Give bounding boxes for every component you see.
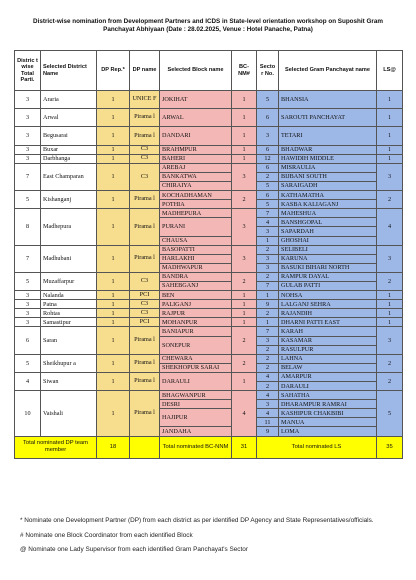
header-gp: Selected Gram Panchayat name [279, 51, 377, 91]
cell-dp-name: C3 [130, 300, 160, 309]
cell-block-name: BHAGWANPUR [160, 391, 232, 400]
cell-sector-no: 3 [257, 263, 279, 272]
cell-dp-name: C3 [130, 309, 160, 318]
cell-ls-count: 1 [377, 145, 403, 154]
cell-dp-name: Pirama l [130, 209, 160, 245]
cell-gp-name: GULAB PATTI [279, 281, 377, 290]
cell-dp-name: UNICE F [130, 91, 160, 109]
cell-total: 3 [15, 300, 41, 309]
table-row [15, 154, 403, 163]
cell-bc-count: 3 [232, 209, 257, 245]
cell-ls-count: 1 [377, 109, 403, 127]
cell-bc-count: 1 [232, 309, 257, 318]
cell-sector-no: 7 [257, 327, 279, 336]
cell-dp-name: Pirama l [130, 327, 160, 354]
cell-gp-name: SARAIGADH [279, 181, 377, 190]
cell-dp-name: Pirama l [130, 354, 160, 372]
cell-bc-count: 1 [232, 300, 257, 309]
cell-total: 6 [15, 327, 41, 354]
cell-dp-name: Pirama l [130, 391, 160, 436]
cell-bc-count: 3 [232, 245, 257, 272]
cell-sector-no: 1 [257, 318, 279, 327]
cell-block-name: POTHIA [160, 200, 232, 209]
table-row [15, 145, 403, 154]
cell-dp-rep: 1 [97, 127, 130, 145]
cell-bc-count: 2 [232, 272, 257, 290]
cell-total: 3 [15, 309, 41, 318]
cell-gp-name: AMARPUR [279, 372, 377, 381]
cell-total: 5 [15, 272, 41, 290]
table-row [15, 245, 403, 254]
cell-gp-name: BIJBANI SOUTH [279, 172, 377, 181]
cell-block-name: DANDARI [160, 127, 232, 145]
cell-sector-no: 2 [257, 345, 279, 354]
cell-district: Siwan [41, 372, 97, 390]
cell-block-name: JANDAHA [160, 427, 232, 436]
cell-gp-name: LOMA [279, 427, 377, 436]
cell-gp-name: NOHSA [279, 291, 377, 300]
table-body [15, 91, 403, 437]
cell-gp-name: KASAMAR [279, 336, 377, 345]
cell-block-name: SAHEBGANJ [160, 281, 232, 290]
cell-total: 5 [15, 191, 41, 209]
cell-sector-no: 5 [257, 91, 279, 109]
cell-dp-rep: 1 [97, 272, 130, 290]
cell-dp-name: C3 [130, 163, 160, 190]
table-row [15, 272, 403, 281]
cell-ls-count: 1 [377, 318, 403, 327]
nomination-document [14, 8, 402, 459]
cell-total: 10 [15, 391, 41, 436]
cell-sector-no: 1 [257, 291, 279, 300]
total-bc-value: 31 [232, 436, 257, 458]
header-block: Selected Block name [160, 51, 232, 91]
cell-block-name: RAJPUR [160, 309, 232, 318]
cell-block-name: BANDRA [160, 272, 232, 281]
cell-sector-no: 11 [257, 418, 279, 427]
cell-sector-no: 6 [257, 145, 279, 154]
cell-gp-name: DHARAMPUR RAMRAI [279, 400, 377, 409]
table-row [15, 372, 403, 381]
cell-bc-count: 1 [232, 154, 257, 163]
cell-sector-no: 7 [257, 281, 279, 290]
table-row [15, 91, 403, 109]
footnote-block: # Nominate one Block Coordinator from each identified Block [20, 531, 193, 539]
total-bc-label: Total nominated BC-NNM [160, 436, 232, 458]
cell-dp-rep: 1 [97, 209, 130, 245]
cell-dp-rep: 1 [97, 163, 130, 190]
cell-bc-count: 1 [232, 372, 257, 390]
cell-district: Vaishali [41, 391, 97, 436]
cell-total: 3 [15, 318, 41, 327]
cell-dp-name: PCI [130, 318, 160, 327]
cell-dp-name: Pirama l [130, 245, 160, 272]
cell-bc-count: 2 [232, 327, 257, 354]
cell-dp-rep: 1 [97, 191, 130, 209]
cell-ls-count: 2 [377, 354, 403, 372]
cell-ls-count: 1 [377, 91, 403, 109]
cell-ls-count: 3 [377, 245, 403, 272]
cell-sector-no: 4 [257, 218, 279, 227]
cell-total: 3 [15, 91, 41, 109]
cell-total: 3 [15, 154, 41, 163]
cell-sector-no: 2 [257, 172, 279, 181]
cell-district: East Champaran [41, 163, 97, 190]
cell-sector-no: 7 [257, 209, 279, 218]
cell-dp-name: C3 [130, 272, 160, 290]
header-dp-name: DP name [130, 51, 160, 91]
cell-sector-no: 4 [257, 409, 279, 418]
cell-dp-name: Pirama l [130, 372, 160, 390]
cell-gp-name: MISRAULIA [279, 163, 377, 172]
cell-block-name: MADHWAPUR [160, 263, 232, 272]
cell-block-name: BEN [160, 291, 232, 300]
cell-gp-name: KASBA KALIAGANJ [279, 200, 377, 209]
cell-gp-name: KARUNA [279, 254, 377, 263]
cell-block-name: PURANI [160, 218, 232, 236]
cell-gp-name: BANSHGOPAL [279, 218, 377, 227]
cell-dp-name: Pirama l [130, 191, 160, 209]
cell-gp-name: MAHESHUA [279, 209, 377, 218]
table-row [15, 354, 403, 363]
table-row [15, 300, 403, 309]
cell-gp-name: LALGANJ SEHRA [279, 300, 377, 309]
cell-sector-no: 2 [257, 354, 279, 363]
cell-sector-no: 4 [257, 391, 279, 400]
cell-dp-rep: 1 [97, 291, 130, 300]
cell-ls-count: 1 [377, 309, 403, 318]
cell-bc-count: 2 [232, 354, 257, 372]
cell-sector-no: 2 [257, 309, 279, 318]
cell-sector-no: 5 [257, 200, 279, 209]
cell-gp-name: DARAULI [279, 382, 377, 391]
cell-gp-name: BHANSIA [279, 91, 377, 109]
cell-total: 3 [15, 145, 41, 154]
header-total: Distric t wise Total Parti. [15, 51, 41, 91]
table-row [15, 309, 403, 318]
cell-bc-count: 1 [232, 127, 257, 145]
cell-district: Patna [41, 300, 97, 309]
cell-dp-name: Pirama l [130, 127, 160, 145]
cell-block-name: BANKATWA [160, 172, 232, 181]
cell-gp-name: HAWIDIH MIDDLE [279, 154, 377, 163]
cell-block-name: BAHERI [160, 154, 232, 163]
cell-bc-count: 3 [232, 163, 257, 190]
cell-block-name: CHEWARA [160, 354, 232, 363]
cell-total: 3 [15, 109, 41, 127]
table-row [15, 109, 403, 127]
cell-dp-rep: 1 [97, 318, 130, 327]
cell-dp-rep: 1 [97, 372, 130, 390]
cell-dp-rep: 1 [97, 354, 130, 372]
cell-bc-count: 1 [232, 291, 257, 300]
cell-sector-no: 5 [257, 181, 279, 190]
cell-dp-name: PCI [130, 291, 160, 300]
cell-block-name: DARAULI [160, 372, 232, 390]
cell-block-name: ARWAL [160, 109, 232, 127]
cell-ls-count: 1 [377, 300, 403, 309]
cell-bc-count: 1 [232, 91, 257, 109]
cell-district: Rohtas [41, 309, 97, 318]
cell-gp-name: BHADWAR [279, 145, 377, 154]
cell-total: 5 [15, 354, 41, 372]
header-dp-rep: DP Rep.* [97, 51, 130, 91]
cell-gp-name: SAPARDAH [279, 227, 377, 236]
cell-block-name: DESRI [160, 400, 232, 409]
document-title: District-wise nomination from Development Partners and ICDS in State-level orientation workshop on Suposhit Gram Panchayat Abhiyaan (Date : 28.02.2025, Venue : Hotel Panache, Patna) [33, 18, 383, 33]
table-row [15, 391, 403, 400]
cell-block-name: CHIRAIYA [160, 181, 232, 190]
cell-sector-no: 6 [257, 191, 279, 200]
cell-total: 8 [15, 209, 41, 245]
cell-bc-count: 1 [232, 145, 257, 154]
table-row [15, 127, 403, 145]
table-row [15, 327, 403, 336]
header-bc-nm: BC-NM# [232, 51, 257, 91]
cell-sector-no: 6 [257, 163, 279, 172]
cell-sector-no: 3 [257, 400, 279, 409]
cell-district: Darbhanga [41, 154, 97, 163]
table-row [15, 209, 403, 218]
table-row [15, 291, 403, 300]
cell-block-name: KOCHADHAMAN [160, 191, 232, 200]
cell-sector-no: 2 [257, 363, 279, 372]
cell-total: 7 [15, 245, 41, 272]
cell-bc-count: 4 [232, 391, 257, 436]
cell-bc-count: 1 [232, 318, 257, 327]
cell-sector-no: 3 [257, 254, 279, 263]
cell-ls-count: 3 [377, 327, 403, 354]
cell-gp-name: SELIBELI [279, 245, 377, 254]
cell-dp-rep: 1 [97, 391, 130, 436]
cell-gp-name: SAROUTI PANCHAYAT [279, 109, 377, 127]
cell-sector-no: 9 [257, 300, 279, 309]
cell-sector-no: 4 [257, 372, 279, 381]
cell-ls-count: 5 [377, 391, 403, 436]
cell-block-name: MOHANPUR [160, 318, 232, 327]
cell-ls-count: 2 [377, 191, 403, 209]
cell-gp-name: RAMPUR DAYAL [279, 272, 377, 281]
cell-sector-no: 12 [257, 154, 279, 163]
cell-district: Begusarai [41, 127, 97, 145]
cell-district: Muzaffarpur [41, 272, 97, 290]
cell-district: Madhubani [41, 245, 97, 272]
cell-gp-name: KASHIPUR CHAKBIBI [279, 409, 377, 418]
cell-block-name: JOKIHAT [160, 91, 232, 109]
cell-gp-name: RASULPUR [279, 345, 377, 354]
cell-dp-rep: 1 [97, 109, 130, 127]
cell-sector-no: 1 [257, 236, 279, 245]
cell-district: Samastipur [41, 318, 97, 327]
cell-sector-no: 9 [257, 427, 279, 436]
cell-ls-count: 2 [377, 372, 403, 390]
footnotes [20, 517, 400, 561]
cell-block-name: PALIGANJ [160, 300, 232, 309]
cell-gp-name: LAHNA [279, 354, 377, 363]
cell-dp-name: C3 [130, 145, 160, 154]
cell-ls-count: 2 [377, 272, 403, 290]
table-row [15, 163, 403, 172]
total-ls-label: Total nominated LS [257, 436, 377, 458]
cell-ls-count: 1 [377, 154, 403, 163]
cell-dp-rep: 1 [97, 309, 130, 318]
header-row [15, 51, 403, 91]
cell-total: 7 [15, 163, 41, 190]
cell-gp-name: BELAW [279, 363, 377, 372]
nomination-table [14, 50, 403, 459]
cell-block-name: SONEPUR [160, 336, 232, 354]
cell-sector-no: 2 [257, 245, 279, 254]
cell-district: Madhepura [41, 209, 97, 245]
cell-sector-no: 3 [257, 127, 279, 145]
cell-total: 3 [15, 127, 41, 145]
totals-row [15, 436, 403, 458]
footnote-dp: * Nominate one Development Partner (DP) from each district as per identified DP Agency and State Representatives/officials. [20, 517, 374, 524]
cell-gp-name: TETARI [279, 127, 377, 145]
header-district: Selected District Name [41, 51, 97, 91]
cell-gp-name: SAHATHA [279, 391, 377, 400]
cell-dp-rep: 1 [97, 91, 130, 109]
footnote-ls: @ Nominate one Lady Supervisor from each identified Gram Panchayat's Sector [20, 546, 248, 554]
cell-block-name: BRAHMPUR [160, 145, 232, 154]
cell-sector-no: 2 [257, 382, 279, 391]
cell-dp-rep: 1 [97, 300, 130, 309]
cell-sector-no: 3 [257, 227, 279, 236]
cell-block-name: AREBAJ [160, 163, 232, 172]
cell-block-name: SHEKHOPUR SARAI [160, 363, 232, 372]
cell-bc-count: 1 [232, 109, 257, 127]
total-ls-value: 35 [377, 436, 403, 458]
header-ls: LS@ [377, 51, 403, 91]
cell-district: Saran [41, 327, 97, 354]
cell-sector-no: 3 [257, 336, 279, 345]
cell-dp-name: Pirama l [130, 109, 160, 127]
cell-dp-rep: 1 [97, 245, 130, 272]
total-dp-value: 18 [97, 436, 130, 458]
cell-gp-name: KARAH [279, 327, 377, 336]
cell-ls-count: 1 [377, 291, 403, 300]
cell-gp-name: RAJANDIH [279, 309, 377, 318]
cell-block-name: BASOPATTI [160, 245, 232, 254]
cell-district: Sheikhupur a [41, 354, 97, 372]
cell-sector-no: 6 [257, 109, 279, 127]
cell-gp-name: MANUA [279, 418, 377, 427]
cell-block-name: BANIAPUR [160, 327, 232, 336]
cell-gp-name: DHARNI PATTI EAST [279, 318, 377, 327]
cell-district: Araria [41, 91, 97, 109]
cell-district: Kishanganj [41, 191, 97, 209]
table-row [15, 318, 403, 327]
cell-district: Buxar [41, 145, 97, 154]
cell-bc-count: 2 [232, 191, 257, 209]
cell-sector-no: 2 [257, 272, 279, 281]
cell-gp-name: KATHAMATHA [279, 191, 377, 200]
total-dp-label: Total nominated DP team member [15, 436, 97, 458]
table-row [15, 191, 403, 200]
total-dp-blank [130, 436, 160, 458]
cell-ls-count: 1 [377, 127, 403, 145]
cell-district: Arwal [41, 109, 97, 127]
cell-block-name: MADHEPURA [160, 209, 232, 218]
header-sector: Secto r No. [257, 51, 279, 91]
cell-district: Nalanda [41, 291, 97, 300]
cell-block-name: HARLAKHI [160, 254, 232, 263]
cell-dp-rep: 1 [97, 145, 130, 154]
cell-dp-rep: 1 [97, 154, 130, 163]
cell-dp-rep: 1 [97, 327, 130, 354]
cell-total: 3 [15, 291, 41, 300]
cell-gp-name: GHOSHAI [279, 236, 377, 245]
cell-ls-count: 3 [377, 163, 403, 190]
cell-dp-name: C3 [130, 154, 160, 163]
cell-gp-name: BASUKI BIHARI NORTH [279, 263, 377, 272]
cell-block-name: CHAUSA [160, 236, 232, 245]
cell-ls-count: 4 [377, 209, 403, 245]
cell-total: 4 [15, 372, 41, 390]
cell-block-name: HAJIPUR [160, 409, 232, 427]
